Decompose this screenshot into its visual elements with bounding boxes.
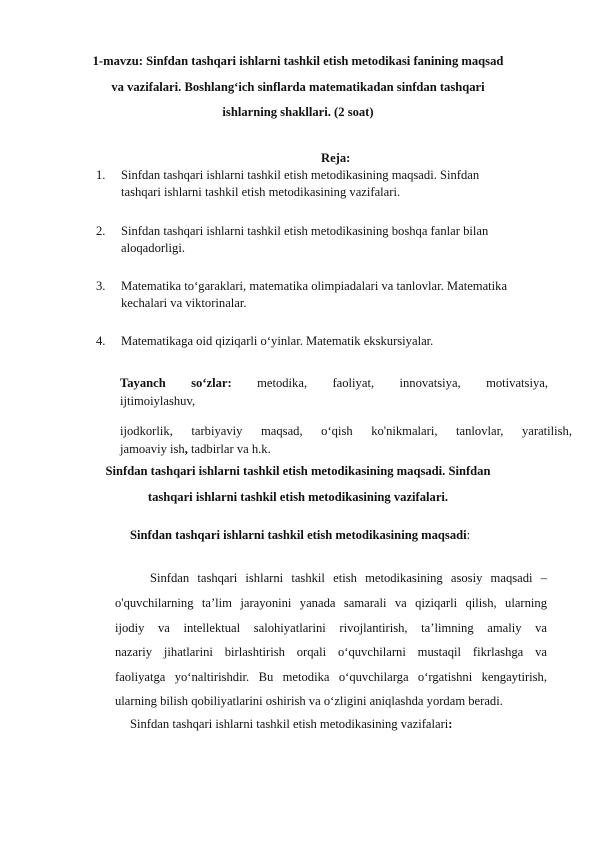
keywords-text: tadbirlar va h.k. xyxy=(187,442,271,456)
paragraph-line-3: ijodiy va intellektual salohiyatlarini rivojlantirish, ta’limning amaliy va xyxy=(115,621,547,635)
subheading-colon: : xyxy=(466,528,471,542)
subheading-text: Sinfdan tashqari ishlarni tashkil etish metodikasining maqsadi xyxy=(130,528,467,542)
plan-item-2 xyxy=(96,223,548,257)
keywords-text: jamoaviy ish xyxy=(120,442,185,456)
plan-item-text: Matematikaga oid qiziqarli o‘yinlar. Matematik ekskursiyalar. xyxy=(121,334,434,348)
plan-item-number: 2. xyxy=(96,224,106,238)
plan-item-text: Sinfdan tashqari ishlarni tashkil etish metodikasining boshqa fanlar bilan xyxy=(121,224,489,238)
plan-item-text: tashqari ishlarni tashkil etish metodikasining vazifalari. xyxy=(121,185,401,199)
paragraph-line-4: nazariy jihatlarini birlashtirish orqali o‘quvchilarni mustaqil fikrlashga va xyxy=(115,645,547,659)
paragraph-line-5: faoliyatga yo‘naltirishdir. Bu metodika o‘quvchilarga o‘rgatishni kengaytirish, xyxy=(115,670,547,684)
plan-item-number: 1. xyxy=(96,168,106,182)
subheading-goal xyxy=(130,527,470,544)
plan-item-text: Sinfdan tashqari ishlarni tashkil etish metodikasining maqsadi. Sinfdan xyxy=(121,168,480,182)
paragraph-line-6: ularning bilish qobiliyatlarini oshirish va o‘zligini aniqlashda yordam beradi. xyxy=(115,694,503,708)
keywords-text: metodika, faoliyat, innovatsiya, motivatsiya, xyxy=(257,376,548,390)
title-line-2: va vazifalari. Boshlang‘ich sinflarda matematikadan sinfdan tashqari xyxy=(111,80,485,94)
keywords-line-2: ijtimoiylashuv, xyxy=(120,394,196,408)
paragraph-line-1: Sinfdan tashqari ishlarni tashkil etish metodikasining asosiy maqsadi – xyxy=(150,571,547,585)
plan-item-text: kechalari va viktorinalar. xyxy=(121,296,247,310)
section-heading-line-2: tashqari ishlarni tashkil etish metodikasining vazifalari. xyxy=(147,490,449,504)
plan-item-text: Matematika to‘garaklari, matematika olimpiadalari va tanlovlar. Matematika xyxy=(121,279,508,293)
keywords-line-4 xyxy=(120,441,271,458)
tasks-label: Sinfdan tashqari ishlarni tashkil etish metodikasining vazifalari xyxy=(130,717,449,731)
title-line-1: 1-mavzu: Sinfdan tashqari ishlarni tashkil etish metodikasi fanining maqsad xyxy=(92,54,504,68)
title-line-3: ishlarning shakllari. (2 soat) xyxy=(222,105,374,119)
section-heading-line-1: Sinfdan tashqari ishlarni tashkil etish metodikasining maqsadi. Sinfdan xyxy=(105,464,491,478)
keywords-line-1 xyxy=(120,375,548,392)
tasks-heading xyxy=(130,716,452,733)
plan-item-text: aloqadorligi. xyxy=(121,241,186,255)
tasks-colon: : xyxy=(448,717,453,731)
keywords-line-3: ijodkorlik, tarbiyaviy maqsad, o‘qish ko'nikmalari, tanlovlar, yaratilish, xyxy=(120,424,572,438)
plan-item-1 xyxy=(96,167,548,201)
plan-item-3 xyxy=(96,278,548,312)
keywords-label: Tayanch so‘zlar: xyxy=(120,376,232,390)
paragraph-line-2: o'quvchilarning ta’lim jarayonini yanada samarali va qiziqarli qilish, ularning xyxy=(115,596,547,610)
plan-heading: Reja: xyxy=(321,151,351,165)
plan-item-number: 4. xyxy=(96,334,106,348)
plan-item-4 xyxy=(96,333,548,350)
plan-item-number: 3. xyxy=(96,279,106,293)
keywords-comma: , xyxy=(184,442,188,456)
